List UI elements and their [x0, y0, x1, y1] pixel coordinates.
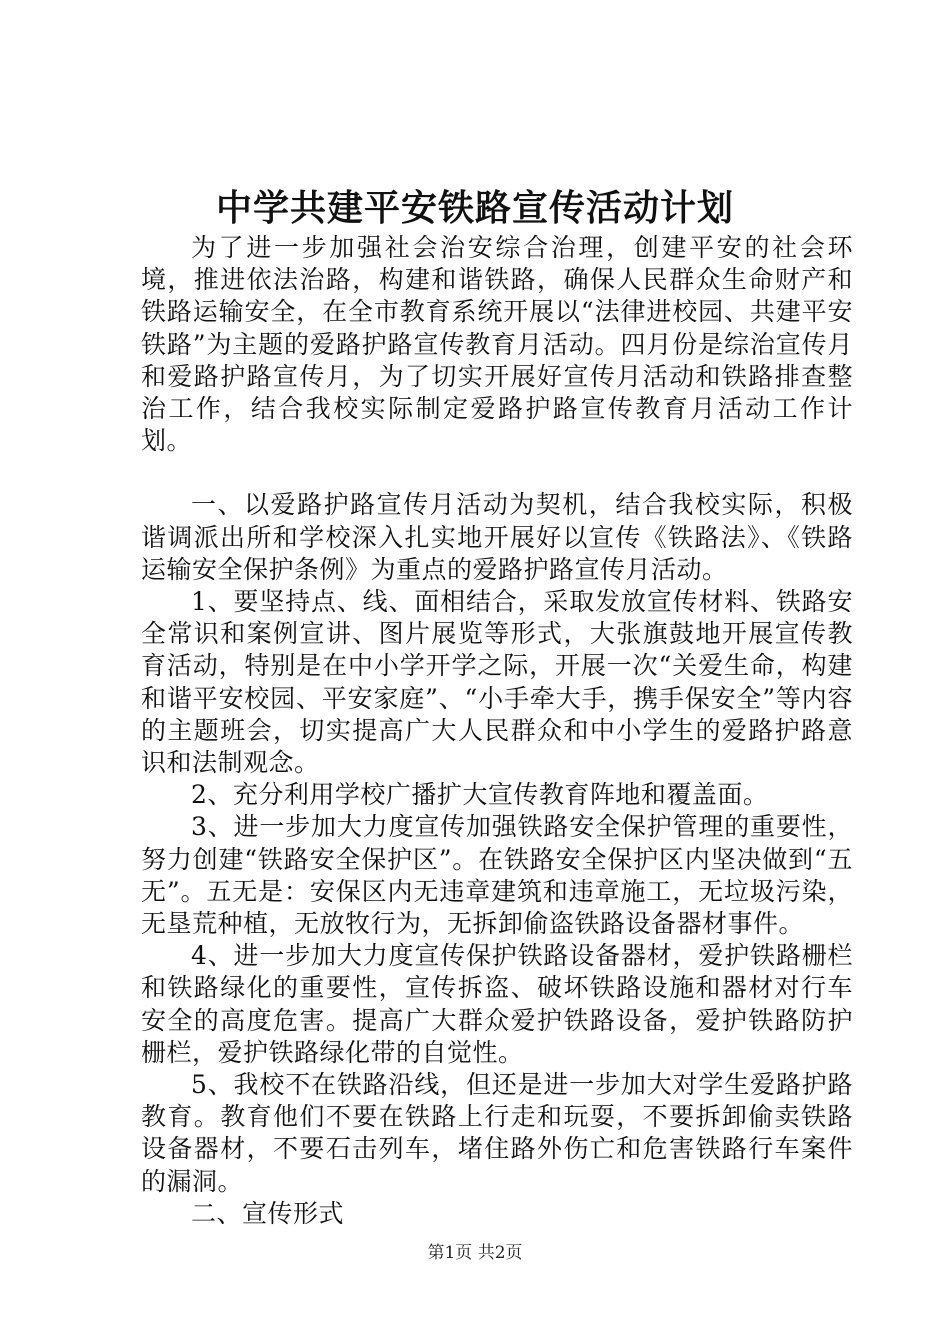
- section-one-paragraph: 一、以爱路护路宣传月活动为契机，结合我校实际，积极谐调派出所和学校深入扎实地开展好以宣传《铁路法》、《铁路运输安全保护条例》为重点的爱路护路宣传月活动。: [141, 490, 853, 584]
- page-number-footer: 第1页 共2页: [427, 1243, 523, 1263]
- intro-paragraph: 为了进一步加强社会治安综合治理，创建平安的社会环境，推进依法治路，构建和谐铁路，确保人民群众生命财产和铁路运输安全，在全市教育系统开展以“法律进校园、共建平安铁路”为主题的爱路护路宣传教育月活动。四月份是综治宣传月和爱路护路宣传月，为了切实开展好宣传月活动和铁路排查整治工作，结合我校实际制定爱路护路宣传教育月活动工作计划。: [141, 233, 853, 456]
- item-3-paragraph: 3、进一步加大力度宣传加强铁路安全保护管理的重要性，努力创建“铁路安全保护区”。在铁路安全保护区内坚决做到“五无”。五无是：安保区内无违章建筑和违章施工，无垃圾污染，无垦荒种植，无放牧行为，无拆卸偷盗铁路设备器材事件。: [141, 812, 853, 939]
- item-4-paragraph: 4、进一步加大力度宣传保护铁路设备器材，爱护铁路栅栏和铁路绿化的重要性，宣传拆盗、破坏铁路设施和器材对行车安全的高度危害。提高广大群众爱护铁路设备，爱护铁路防护栅栏，爱护铁路绿化带的自觉性。: [141, 941, 853, 1067]
- item-1-paragraph: 1、要坚持点、线、面相结合，采取发放宣传材料、铁路安全常识和案例宣讲、图片展览等形式，大张旗鼓地开展宣传教育活动，特别是在中小学开学之际，开展一次“关爱生命，构建和谐平安校园、平安家庭”、“小手牵大手，携手保安全”等内容的主题班会，切实提高广大人民群众和中小学生的爱路护路意识和法制观念。: [141, 587, 853, 778]
- section-two-heading: 二、宣传形式: [191, 1198, 345, 1228]
- item-2-paragraph: 2、充分利用学校广播扩大宣传教育阵地和覆盖面。: [191, 780, 769, 810]
- item-5-paragraph: 5、我校不在铁路沿线，但还是进一步加大对学生爱路护路教育。教育他们不要在铁路上行走和玩耍，不要拆卸偷卖铁路设备器材，不要石击列车，堵住路外伤亡和危害铁路行车案件的漏洞。: [141, 1070, 853, 1196]
- document-body: [141, 232, 853, 1230]
- document-title: 中学共建平安铁路宣传活动计划: [215, 187, 734, 229]
